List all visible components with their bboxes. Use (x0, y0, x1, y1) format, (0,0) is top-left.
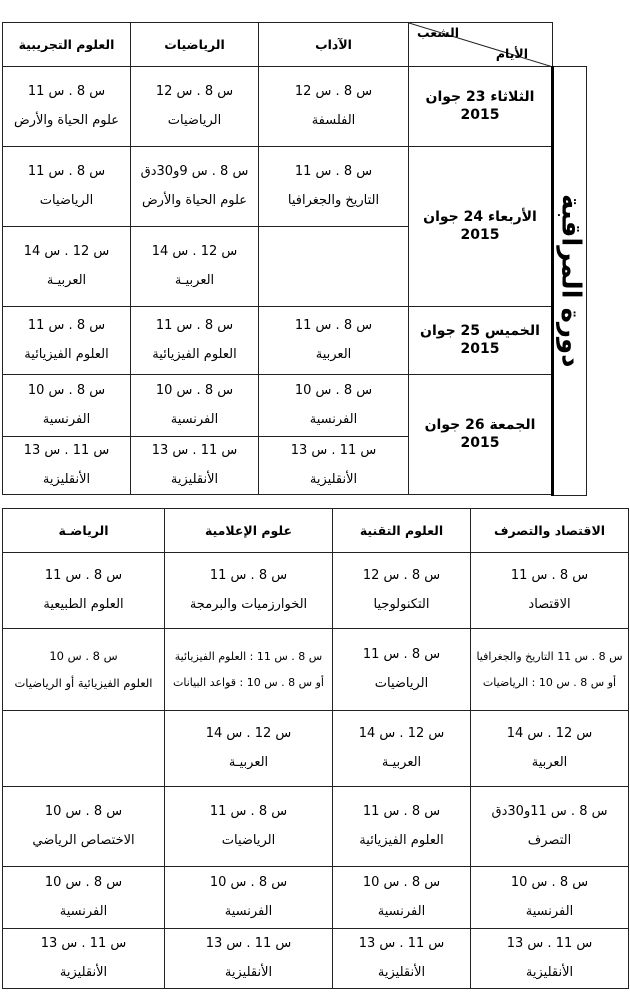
schedule-cell: س 8 . س 11 العلوم الطبيعية (3, 553, 165, 629)
day-date: الخميس 25 جوان 2015 (409, 307, 553, 375)
schedule-cell: س 8 . س 10 الفرنسية (471, 867, 629, 929)
schedule-cell: س 8 . س 11 الرياضيات (165, 787, 333, 867)
schedule-cell: س 11 . س 13 الأنقليزية (259, 437, 409, 495)
schedule-cell: س 8 . س 11 الخوارزميات والبرمجة (165, 553, 333, 629)
schedule-cell: س 8 . س 10 الاختصاص الرياضي (3, 787, 165, 867)
schedule-cell: س 8 . س 11 الرياضيات (333, 629, 471, 711)
schedule-cell: س 12 . س 14 العربيـة (165, 711, 333, 787)
day-date: الأربعاء 24 جوان 2015 (409, 147, 553, 307)
schedule-cell: س 8 . س 11 العربية (259, 307, 409, 375)
schedule-cell: س 8 . س 11 العلوم الفيزيائية (3, 307, 131, 375)
schedule-cell: س 8 . س 11 علوم الحياة والأرض (3, 67, 131, 147)
col-header-science: العلوم التجريبية (3, 23, 131, 67)
corner-top-label: الشعب (417, 25, 459, 40)
schedule-cell: س 8 . س 10 الفرنسية (3, 375, 131, 437)
schedule-cell: س 11 . س 13 الأنقليزية (333, 929, 471, 989)
schedule-cell: س 8 . س 12 الرياضيات (131, 67, 259, 147)
schedule-cell: س 8 . س 11 التاريخ والجغرافيا أو س 8 . س 10 : الرياضيات (471, 629, 629, 711)
schedule-cell: س 12 . س 14 العربيـة (333, 711, 471, 787)
col-header-arts: الآداب (259, 23, 409, 67)
schedule-cell: س 8 . س 12 الفلسفة (259, 67, 409, 147)
schedule-cell: س 11 . س 13 الأنقليزية (3, 437, 131, 495)
corner-bottom-label: الأيام (495, 46, 528, 62)
schedule-cell: س 8 . س 10 الفرنسية (131, 375, 259, 437)
col-header-sport: الرياضـة (3, 509, 165, 553)
schedule-cell: س 8 . س 10 الفرنسية (3, 867, 165, 929)
schedule-cell: س 8 . س 10 الفرنسية (259, 375, 409, 437)
exam-schedule-table-1 (2, 22, 587, 496)
schedule-cell: س 11 . س 13 الأنقليزية (165, 929, 333, 989)
schedule-cell: س 8 . س 10 العلوم الفيزيائية أو الرياضيات (3, 629, 165, 711)
schedule-cell: س 8 . س 10 الفرنسية (165, 867, 333, 929)
schedule-cell: س 8 . س 11 العلوم الفيزيائية (333, 787, 471, 867)
schedule-cell: س 8 . س 11 العلوم الفيزيائية (131, 307, 259, 375)
schedule-cell: س 8 . س 10 الفرنسية (333, 867, 471, 929)
col-header-computer-science: علوم الإعلامية (165, 509, 333, 553)
day-date: الثلاثاء 23 جوان 2015 (409, 67, 553, 147)
schedule-cell: س 12 . س 14 العربيـة (131, 227, 259, 307)
col-header-economics: الاقتصاد والتصرف (471, 509, 629, 553)
schedule-cell: س 8 . س 11 الاقتصاد (471, 553, 629, 629)
header-corner (409, 23, 553, 67)
schedule-cell: س 12 . س 14 العربية (471, 711, 629, 787)
schedule-cell: س 8 . س 12 التكنولوجيا (333, 553, 471, 629)
schedule-cell: س 11 . س 13 الأنقليزية (3, 929, 165, 989)
schedule-cell: س 8 . س 11و30دق التصرف (471, 787, 629, 867)
vertical-session-title: دورة المراقبة (553, 67, 587, 496)
schedule-cell: س 8 . س 11 الرياضيات (3, 147, 131, 227)
schedule-cell-empty (3, 711, 165, 787)
schedule-cell: س 8 . س 9و30دق علوم الحياة والأرض (131, 147, 259, 227)
schedule-cell-empty (259, 227, 409, 307)
vertical-title-spacer (553, 23, 587, 67)
col-header-math: الرياضيات (131, 23, 259, 67)
schedule-cell: س 12 . س 14 العربيـة (3, 227, 131, 307)
col-header-technical: العلوم التقنية (333, 509, 471, 553)
schedule-cell: س 8 . س 11 : العلوم الفيزيائية أو س 8 . س 10 : قواعد البيانات (165, 629, 333, 711)
schedule-cell: س 8 . س 11 التاريخ والجغرافيا (259, 147, 409, 227)
exam-schedule-table-2 (2, 508, 629, 989)
schedule-cell: س 11 . س 13 الأنقليزية (131, 437, 259, 495)
day-date: الجمعة 26 جوان 2015 (409, 375, 553, 495)
schedule-cell: س 11 . س 13 الأنقليزية (471, 929, 629, 989)
